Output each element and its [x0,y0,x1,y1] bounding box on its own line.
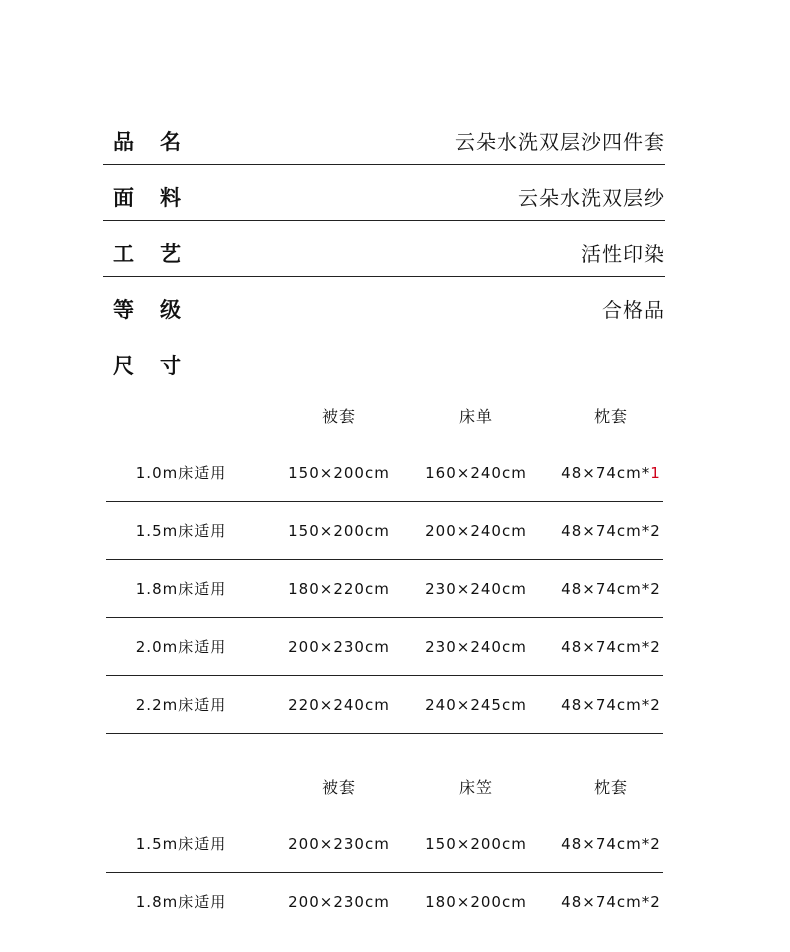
spec-label: 面料 [113,186,207,210]
pillow-qty: 1 [650,463,661,482]
sheet-size: 160×240cm [425,463,527,482]
table-row [106,560,663,618]
duvet-size: 200×230cm [288,637,390,656]
bed-size: 1.0m床适用 [135,464,227,482]
table-row [106,815,663,873]
table-header [106,757,663,815]
spec-value: 合格品 [602,298,665,322]
bed-size: 1.8m床适用 [135,893,227,911]
table-row [106,676,663,734]
duvet-size: 180×220cm [288,579,390,598]
duvet-size: 220×240cm [288,695,390,714]
sheet-size: 240×245cm [425,695,527,714]
spec-label: 尺寸 [113,354,207,378]
spec-value: 云朵水洗双层纱 [518,186,665,210]
duvet-size: 150×200cm [288,521,390,540]
header-sheet: 床单 [458,406,493,426]
size-table-sheet [106,386,663,734]
spec-row-size [103,332,665,388]
header-cell [106,757,256,815]
header-pillow: 枕套 [593,777,628,797]
header-pillow: 枕套 [593,406,628,426]
bed-size: 1.8m床适用 [135,580,227,598]
table-row [106,502,663,560]
spec-row-craft [103,220,665,277]
header-fitted-sheet: 床笠 [458,777,493,797]
pillow-size: 48×74cm*2 [561,834,661,853]
table-row [106,444,663,502]
duvet-size: 200×230cm [288,892,390,911]
bed-size: 1.5m床适用 [135,522,227,540]
table-row [106,618,663,676]
spec-label: 工艺 [113,242,207,266]
pillow-size: 48×74cm*2 [561,521,661,540]
sheet-size: 230×240cm [425,637,527,656]
spec-value: 云朵水洗双层沙四件套 [455,130,665,154]
pillow-size: 48×74cm*2 [561,892,661,911]
header-duvet: 被套 [321,777,356,797]
pillow-size: 48×74cm*2 [561,637,661,656]
pillow-size: 48×74cm*2 [561,579,661,598]
sheet-size: 200×240cm [425,521,527,540]
spec-row-name [103,108,665,165]
pillow-size [543,444,679,501]
header-duvet: 被套 [321,406,356,426]
spec-row-grade [103,276,665,332]
bed-size: 2.2m床适用 [135,696,227,714]
spec-label: 品名 [113,130,207,154]
duvet-size: 200×230cm [288,834,390,853]
spec-row-fabric [103,164,665,221]
pillow-size: 48×74cm*2 [561,695,661,714]
fitted-sheet-size: 180×200cm [425,892,527,911]
table-row [106,873,663,930]
sheet-size: 230×240cm [425,579,527,598]
spec-label: 等级 [113,298,207,322]
size-table-fitted [106,757,663,930]
duvet-size: 150×200cm [288,463,390,482]
pillow-size-text: 48×74cm* [561,463,651,482]
fitted-sheet-size: 150×200cm [425,834,527,853]
spec-value: 活性印染 [581,242,665,266]
header-cell [106,386,256,444]
bed-size: 2.0m床适用 [135,638,227,656]
table-header [106,386,663,444]
bed-size: 1.5m床适用 [135,835,227,853]
